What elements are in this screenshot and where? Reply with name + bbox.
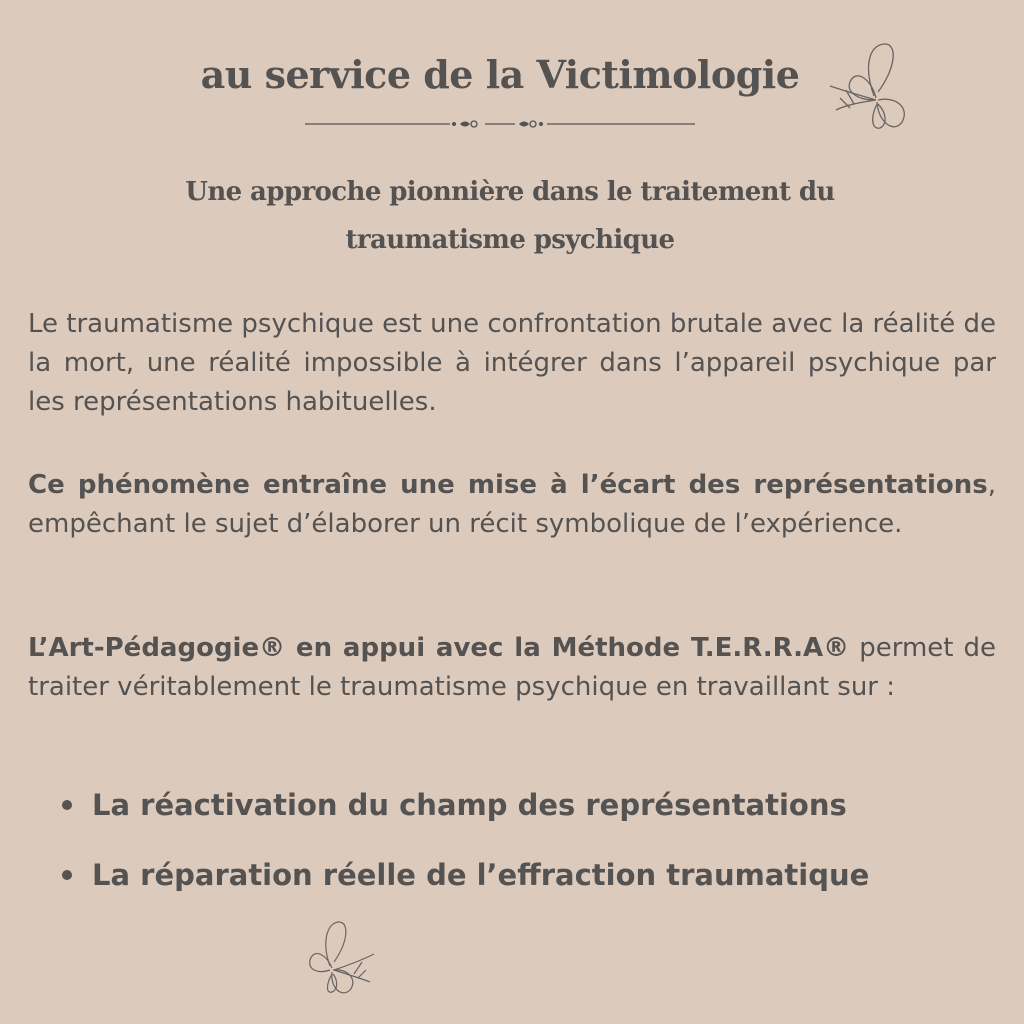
page-title: au service de la Victimologie [200, 52, 800, 97]
subtitle-line: Une approche pionnière dans le traitement du [185, 177, 835, 207]
list-item-label: La réparation réelle de l’effraction traumatique [92, 858, 870, 892]
bullet-icon [62, 870, 72, 880]
paragraph-phenomenon-bold: Ce phénomène entraîne une mise à l’écart des représentations [28, 470, 988, 500]
paragraph-method-bold: L’Art-Pédagogie® en appui avec la Méthode T.E.R.R.A® [28, 633, 850, 663]
section-subtitle [100, 168, 920, 264]
bullet-list [60, 782, 1000, 922]
paragraph-intro: Le traumatisme psychique est une confrontation brutale avec la réalité de la mort, une réalité impossible à intégrer dans l’appareil psychique par les représentations habituelles. [28, 309, 996, 417]
paragraph-method [28, 629, 996, 707]
list-item-label: La réactivation du champ des représentations [92, 788, 847, 822]
list-item [60, 782, 1000, 828]
paragraph-method-text: permet de traiter véritablement le traumatisme psychique en travaillant sur : [28, 633, 997, 702]
subtitle-line: traumatisme psychique [345, 225, 675, 255]
bullet-icon [62, 800, 72, 810]
paragraph-phenomenon-text: , empêchant le sujet d’élaborer un récit symbolique de l’expérience. [28, 470, 996, 539]
list-item [60, 852, 1000, 898]
paragraph-phenomenon [28, 466, 996, 544]
ornamental-divider [305, 114, 695, 134]
butterfly-icon [826, 38, 916, 138]
butterfly-icon [300, 918, 380, 1000]
